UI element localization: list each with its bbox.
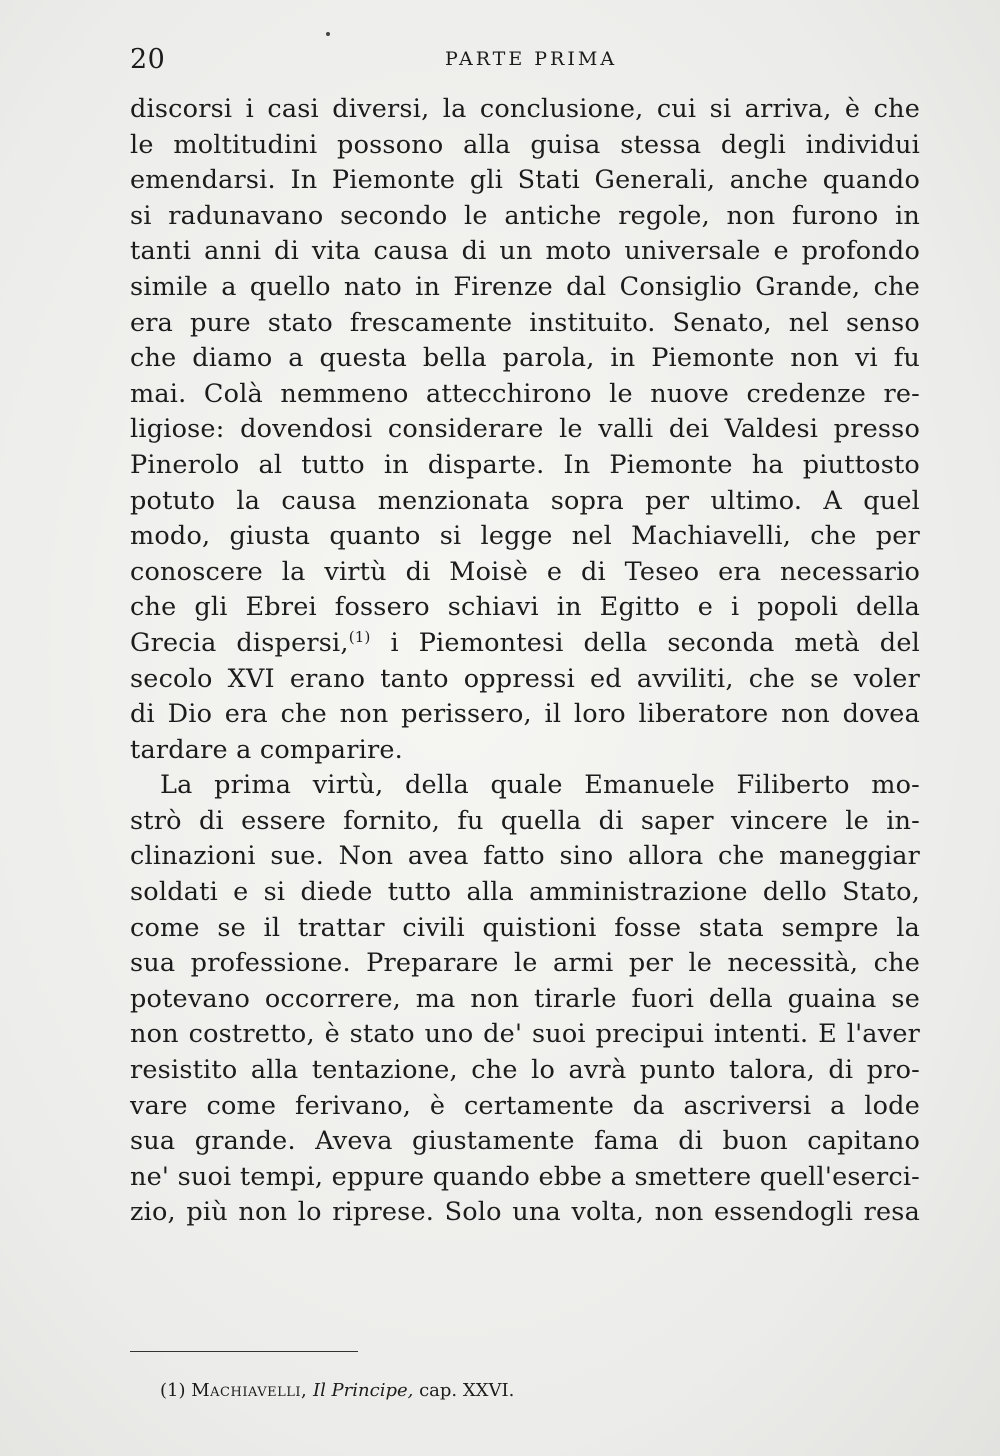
body-text xyxy=(130,92,920,1231)
paragraph-start-line: La prima virtù, della quale Emanuele Filiberto mo- xyxy=(160,770,920,801)
text-line: tanti anni di vita causa di un moto universale e profondo xyxy=(130,236,920,267)
text-line: emendarsi. In Piemonte gli Stati Generali, anche quando xyxy=(130,165,920,196)
footnote-author: Machiavelli, xyxy=(191,1380,308,1401)
text-line: simile a quello nato in Firenze dal Consiglio Grande, che xyxy=(130,271,920,302)
paragraph-end-line: tardare a comparire. xyxy=(130,734,403,765)
footnote xyxy=(160,1380,514,1401)
text-line: potevano occorrere, ma non tirarle fuori della guaina se xyxy=(130,983,920,1014)
text-line: ne' suoi tempi, eppure quando ebbe a smettere quell'eserci- xyxy=(130,1161,920,1192)
text-line: secolo XVI erano tanto oppressi ed avviliti, che se voler xyxy=(130,663,920,694)
page-number: 20 xyxy=(130,44,166,75)
text-line: Pinerolo al tutto in disparte. In Piemonte ha piuttosto xyxy=(130,449,920,480)
text-line: modo, giusta quanto si legge nel Machiavelli, che per xyxy=(130,521,920,552)
running-title: PARTE PRIMA xyxy=(444,48,618,70)
text-line: sua professione. Preparare le armi per le necessità, che xyxy=(130,948,920,979)
text-line: discorsi i casi diversi, la conclusione, cui si arriva, è che xyxy=(130,94,920,124)
text-line: resistito alla tentazione, che lo avrà punto talora, di pro- xyxy=(130,1055,920,1086)
text-line: non costretto, è stato uno de' suoi precipui intenti. E l'aver xyxy=(130,1019,920,1050)
footnote-divider xyxy=(130,1351,358,1352)
text-line: che diamo a questa bella parola, in Piemonte non vi fu xyxy=(130,343,920,374)
text-line: sua grande. Aveva giustamente fama di buon capitano xyxy=(130,1126,920,1157)
footnote-reference[interactable]: (1) xyxy=(348,627,371,646)
footnote-reference-text: cap. XXVI. xyxy=(419,1380,515,1401)
text-line: come se il trattar civili quistioni fosse stata sempre la xyxy=(130,912,920,943)
text-line: strò di essere fornito, fu quella di saper vincere le in- xyxy=(130,805,920,836)
text-line: potuto la causa menzionata sopra per ultimo. A quel xyxy=(130,485,920,516)
text-line: che gli Ebrei fossero schiavi in Egitto e i popoli della xyxy=(130,592,920,623)
text-line-with-footnote-ref xyxy=(130,626,920,662)
text-segment: Grecia dispersi, xyxy=(130,627,349,658)
text-line: zio, più non lo riprese. Solo una volta, non essendogli resa xyxy=(130,1197,920,1228)
text-line: soldati e si diede tutto alla amministrazione dello Stato, xyxy=(130,877,920,908)
text-line: clinazioni sue. Non avea fatto sino allora che maneggiar xyxy=(130,841,920,872)
text-line: le moltitudini possono alla guisa stessa degli individui xyxy=(130,129,920,160)
text-line: si radunavano secondo le antiche regole, non furono in xyxy=(130,200,920,231)
ink-dot xyxy=(326,32,330,36)
text-segment: i Piemontesi della seconda metà del xyxy=(370,627,920,658)
text-line: vare come ferivano, è certamente da ascriversi a lode xyxy=(130,1090,920,1121)
footnote-title: Il Principe, xyxy=(312,1380,414,1401)
text-line: di Dio era che non perissero, il loro liberatore non dovea xyxy=(130,699,920,730)
text-line: ligiose: dovendosi considerare le valli dei Valdesi presso xyxy=(130,414,920,445)
page-header xyxy=(130,44,920,78)
footnote-marker: (1) xyxy=(160,1380,186,1401)
text-line: mai. Colà nemmeno attecchirono le nuove credenze re- xyxy=(130,378,920,409)
text-line: era pure stato frescamente instituito. Senato, nel senso xyxy=(130,307,920,338)
text-line: conoscere la virtù di Moisè e di Teseo era necessario xyxy=(130,556,920,587)
